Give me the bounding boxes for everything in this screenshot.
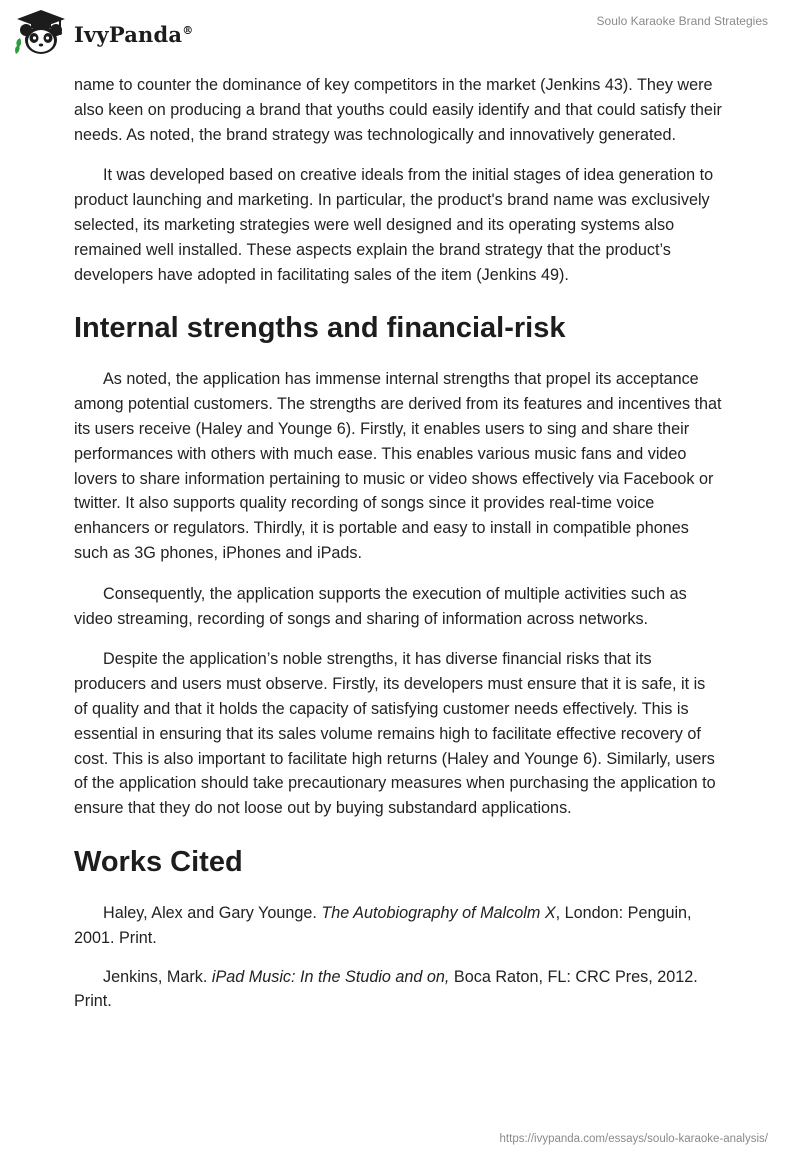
- paragraph: Despite the application’s noble strengths, it has diverse financial risks that its producers and users must observe. Firstly, its developers must ensure that it is safe, it is of quality and that it holds the capacity of satisfying customer needs effectively. This is essential in ensuring that its sales volume remains high to facilitate effective recovery of cost. This is also important to facilitate high returns (Haley and Younge 6). Similarly, users of the application should take precautionary measures when purchasing the application to ensure that they do not loose out by buying substandard applications.: [74, 650, 716, 818]
- brand-name: IvyPanda®: [74, 21, 194, 47]
- paragraph: It was developed based on creative ideals from the initial stages of idea generation to product launching and marketing. In particular, the product's brand name was exclusively selected, its marketing strategies were well designed and its operating systems also remained well installed. These aspects explain the brand strategy that the product’s developers have adopted in facilitating sales of the item (Jenkins 49).: [74, 166, 714, 284]
- paragraph: name to counter the dominance of key competitors in the market (Jenkins 43). They were also keen on producing a brand that youths could easily identify and that could satisfy their needs. As noted, the brand strategy was technologically and innovatively generated.: [74, 76, 722, 144]
- section-heading: Internal strengths and financial-risk: [74, 312, 566, 345]
- logo[interactable]: [14, 8, 193, 56]
- source-url[interactable]: https://ivypanda.com/essays/soulo-karaoke-analysis/: [499, 1133, 768, 1145]
- page-header: [0, 0, 800, 70]
- citation-title: The Autobiography of Malcolm X: [321, 903, 556, 922]
- essay-content: [74, 73, 722, 1028]
- citation-title: iPad Music: In the Studio and on,: [211, 967, 450, 986]
- works-cited-heading: Works Cited: [74, 845, 243, 878]
- panda-logo-icon: [14, 8, 68, 56]
- citation: Jenkins, Mark. iPad Music: In the Studio and on, Boca Raton, FL: CRC Pres, 2012. Print.: [74, 967, 698, 1011]
- paragraph: As noted, the application has immense internal strengths that propel its acceptance among potential customers. The strengths are derived from its features and incentives that its users receive (Haley and Younge 6). Firstly, it enables users to sing and share their performances with others with much ease. This enables various music fans and video lovers to share information pertaining to music or video shows effectively via Facebook or twitter. It also supports quality recording of songs since it provides real-time voice enhancers or regulators. Thirdly, it is portable and easy to install in compatible phones such as 3G phones, iPhones and iPads.: [74, 370, 722, 562]
- document-title: Soulo Karaoke Brand Strategies: [596, 14, 768, 28]
- citation: Haley, Alex and Gary Younge. The Autobiography of Malcolm X, London: Penguin, 2001. Print.: [74, 903, 692, 947]
- paragraph: Consequently, the application supports the execution of multiple activities such as video streaming, recording of songs and sharing of information across networks.: [74, 584, 687, 628]
